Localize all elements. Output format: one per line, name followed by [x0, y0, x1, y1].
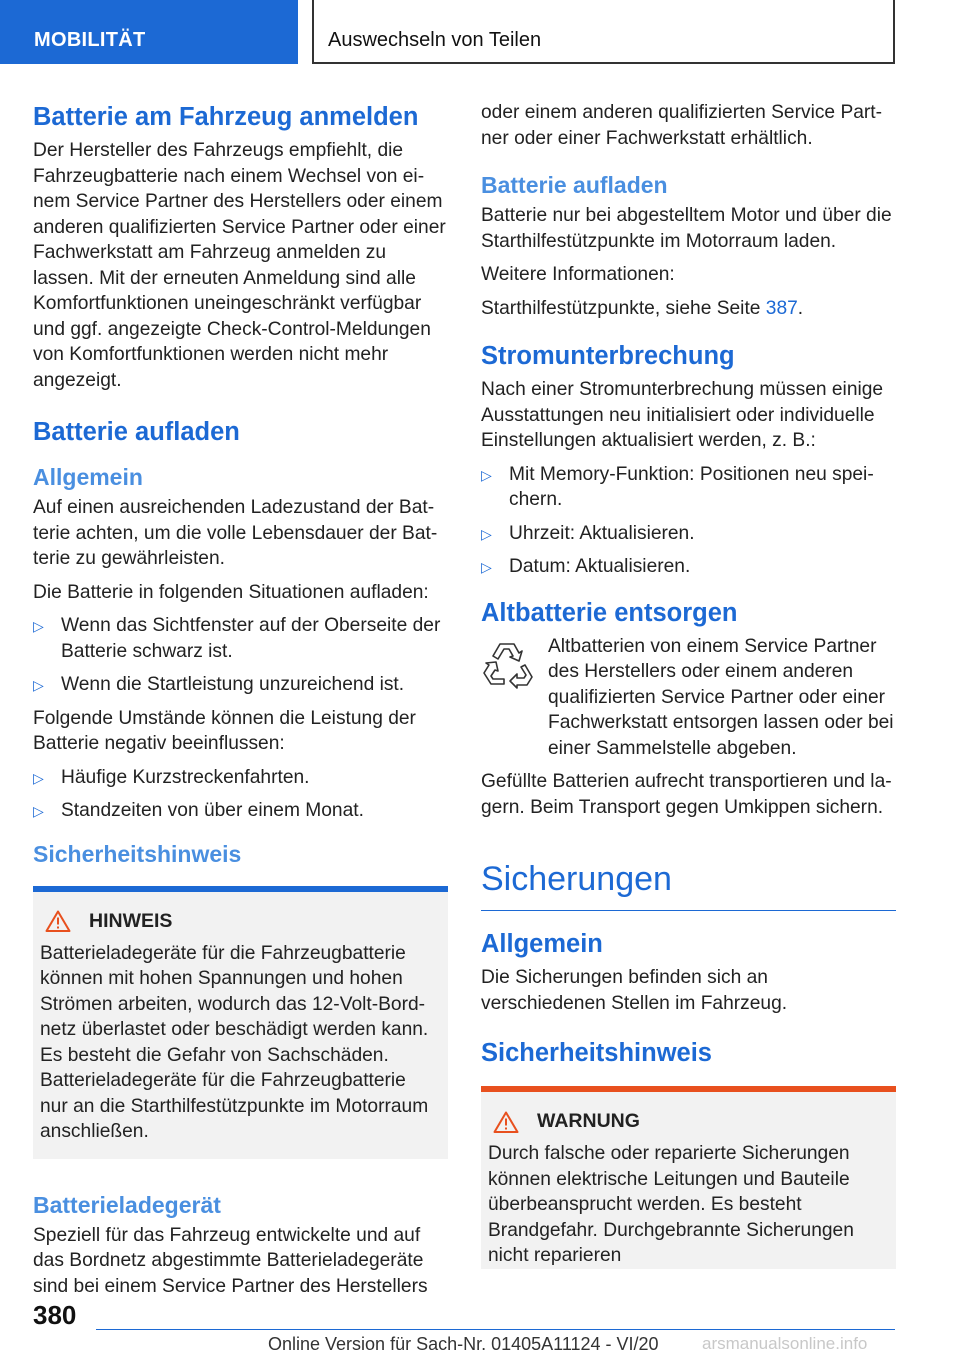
triangle-right-icon: ▷ — [33, 803, 44, 819]
triangle-right-icon: ▷ — [33, 769, 44, 786]
list-item: ▷ Mit Memory-Funktion: Positionen neu speichern. — [481, 463, 874, 510]
list-item: ▷ Datum: Aktualisieren. — [481, 554, 896, 580]
paragraph-continuation: oder einem anderen qualifizierten Service Partner oder einer Fachwerkstatt erhältlich. — [481, 102, 883, 149]
list-umstaende — [33, 765, 448, 824]
paragraph-situationen: Die Batterie in folgenden Situationen aufladen: — [33, 581, 429, 603]
heading-sicherheitshinweis: Sicherheitshinweis — [33, 840, 242, 867]
list-item: ▷ Wenn die Startleistung unzureichend ist. — [33, 672, 448, 698]
chapter-heading-sicherungen: Sicherungen — [481, 860, 672, 898]
page-number: 380 — [33, 1300, 77, 1330]
heading-batterie-aufladen: Batterie aufladen — [33, 418, 240, 446]
paragraph-umstaende: Folgende Umstände können die Leistung der Batterie negativ beeinflussen: — [33, 707, 416, 754]
heading-batterieladegeraet: Batterieladegerät — [33, 1191, 221, 1218]
heading-allgemein-sicherungen: Allgemein — [481, 930, 603, 958]
triangle-right-icon: ▷ — [481, 559, 492, 575]
watermark: arsmanualsonline.info — [702, 1334, 868, 1353]
heading-batterie-anmelden: Batterie am Fahrzeug anmelden — [33, 103, 419, 131]
paragraph-starthilfe: Starthilfestützpunkte, siehe Seite 387. — [481, 297, 804, 319]
list-item: ▷ Wenn das Sichtfenster auf der Oberseite der Batterie schwarz ist. — [33, 615, 441, 662]
triangle-right-icon: ▷ — [33, 618, 44, 634]
warning-box — [481, 1086, 896, 1269]
heading-allgemein: Allgemein — [33, 464, 143, 490]
notice-box — [33, 886, 448, 1159]
paragraph-gefuellt: Gefüllte Batterien aufrecht transportieren und lagern. Beim Transport gegen Umkippen sichern. — [481, 771, 892, 818]
paragraph-aufladen-right: Batterie nur bei abgestelltem Motor und über die Starthilfestützpunkte im Motorraum laden. — [481, 205, 892, 252]
triangle-right-icon: ▷ — [33, 677, 44, 693]
triangle-right-icon: ▷ — [481, 466, 492, 483]
list-strom — [481, 462, 896, 580]
triangle-right-icon: ▷ — [481, 525, 492, 542]
notice-label: HINWEIS — [89, 909, 173, 932]
paragraph-anmelden: Der Hersteller des Fahrzeugs empfiehlt, die Fahrzeugbatterie nach einem Wechsel von einem Service Partner des Herstellers oder einem anderen qualifizierten Service Partner oder einer Fachwerkstatt am Fahrzeug anmelden zu lassen. Mit der erneuten Anmeldung sind alle Komfortfunktionen uneingeschränkt verfügbar und ggf. angezeigte Check-Control-Meldungen von Komfortfunktionen werden nicht mehr angezeigt. — [33, 140, 446, 391]
heading-batterie-aufladen-right: Batterie aufladen — [481, 172, 668, 198]
warning-triangle-icon — [493, 1111, 519, 1133]
notice-text: Batterieladegeräte für die Fahrzeugbatterie können mit hohen Spannungen und hohen Strömen arbeiten, wodurch das 12-Volt-Bordnetz überlastet oder beschädigt werden kann. Es besteht die Gefahr von Sachschäden. Batterieladegeräte für die Fahrzeugbatterie nur an die Starthilfestützpunkte im Motorraum anschließen. — [40, 942, 429, 1142]
footer-rule — [96, 1329, 895, 1330]
paragraph-weitere: Weitere Informationen: — [481, 264, 675, 285]
warning-label: WARNUNG — [537, 1110, 640, 1132]
warning-triangle-icon — [45, 910, 71, 932]
paragraph-allgemein: Auf einen ausreichenden Ladezustand der Batterie achten, um die volle Lebensdauer der Batterie zu gewährleisten. — [33, 497, 438, 569]
list-item: ▷ Häufige Kurzstreckenfahrten. — [33, 765, 448, 791]
list-item: ▷ Standzeiten von über einem Monat. — [33, 798, 448, 824]
paragraph-ladegeraet: Speziell für das Fahrzeug entwickelte und auf das Bordnetz abgestimmte Batterieladegeräte sind bei einem Service Partner des Herstellers — [33, 1224, 428, 1297]
list-situationen — [33, 613, 448, 698]
list-item: ▷ Uhrzeit: Aktualisieren. — [481, 521, 896, 547]
header-section-label: MOBILITÄT — [34, 29, 146, 51]
right-column — [481, 100, 896, 1277]
heading-sicherheitshinweis-right: Sicherheitshinweis — [481, 1039, 712, 1067]
header-section-tab — [0, 0, 298, 64]
footer-online-version: Online Version für Sach-Nr. 01405A11124 - VI/20 — [268, 1334, 659, 1354]
paragraph-allgemein-sicherungen: Die Sicherungen befinden sich an verschiedenen Stellen im Fahrzeug. — [481, 967, 788, 1014]
header-title-box — [312, 0, 895, 64]
paragraph-strom: Nach einer Stromunterbrechung müssen einige Ausstattungen neu initialisiert oder individuelle Einstellungen aktualisiert werden, z. B.: — [481, 379, 884, 451]
header-title: Auswechseln von Teilen — [328, 29, 542, 51]
left-column — [33, 100, 448, 1307]
warning-text: Durch falsche oder reparierte Sicherungen können elektrische Leitungen und Bauteile überbeansprucht werden. Es besteht Brandgefahr. Durchgebrannte Sicherungen nicht reparieren — [488, 1143, 854, 1266]
recycle-block — [481, 634, 896, 762]
heading-altbatterie: Altbatterie entsorgen — [481, 598, 738, 627]
page-reference-link[interactable]: 387 — [765, 297, 798, 319]
paragraph-altbatterie: Altbatterien von einem Service Partner des Herstellers oder einem anderen qualifizierten Service Partner oder einer Fachwerkstatt entsorgen lassen oder bei einer Sammelstelle abgeben. — [548, 635, 894, 759]
heading-stromunterbrechung: Stromunterbrechung — [481, 342, 735, 370]
recycle-icon — [481, 638, 533, 690]
chapter-heading-wrap — [481, 856, 896, 911]
